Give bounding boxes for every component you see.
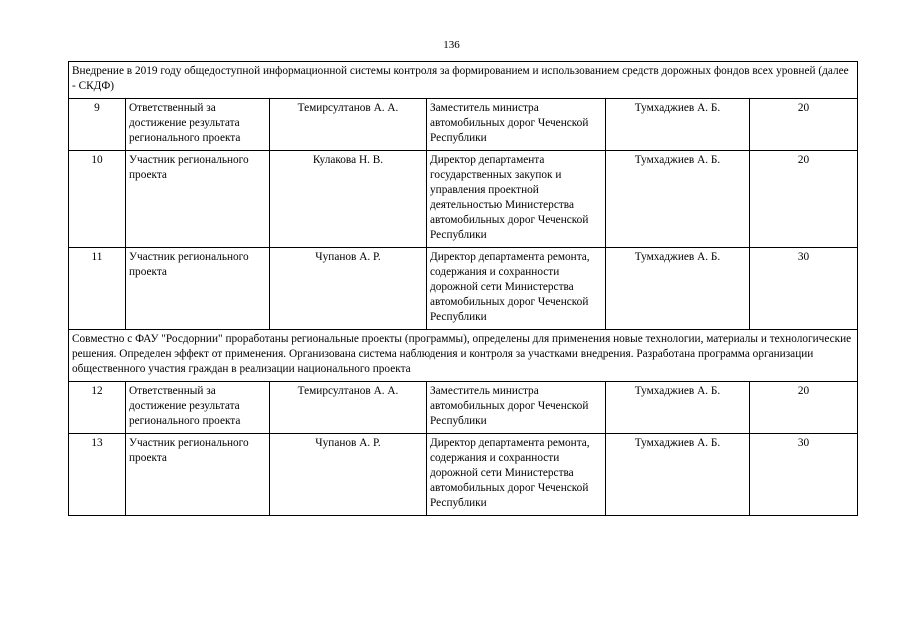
position-cell: Директор департамента ремонта, содержания и сохранности дорожной сети Министерства автомобильных дорог Чеченской Республики [427, 248, 606, 330]
name-cell: Темирсултанов А. А. [270, 382, 427, 434]
supervisor-cell: Тумхаджиев А. Б. [606, 248, 750, 330]
supervisor-cell: Тумхаджиев А. Б. [606, 99, 750, 151]
supervisor-cell: Тумхаджиев А. Б. [606, 151, 750, 248]
position-cell: Директор департамента государственных закупок и управления проектной деятельностью Министерства автомобильных дорог Чеченской Республики [427, 151, 606, 248]
percent-cell: 20 [750, 151, 858, 248]
row-number: 10 [69, 151, 126, 248]
percent-cell: 30 [750, 248, 858, 330]
name-cell: Кулакова Н. В. [270, 151, 427, 248]
section-heading: Совместно с ФАУ "Росдорнии" проработаны региональные проекты (программы), определены для применения новые технологии, материалы и технологические решения. Определен эффект от применения. Организована система наблюдения и контроля за участками внедрения. Разработана программа организации общественного участия граждан в реализации национального проекта [69, 330, 858, 382]
position-cell: Заместитель министра автомобильных дорог Чеченской Республики [427, 99, 606, 151]
section-heading-row [69, 62, 858, 99]
table-row [69, 382, 858, 434]
percent-cell: 30 [750, 434, 858, 516]
row-number: 11 [69, 248, 126, 330]
percent-cell: 20 [750, 99, 858, 151]
row-number: 12 [69, 382, 126, 434]
row-number: 13 [69, 434, 126, 516]
row-number: 9 [69, 99, 126, 151]
name-cell: Чупанов А. Р. [270, 248, 427, 330]
supervisor-cell: Тумхаджиев А. Б. [606, 434, 750, 516]
name-cell: Темирсултанов А. А. [270, 99, 427, 151]
table-row [69, 434, 858, 516]
name-cell: Чупанов А. Р. [270, 434, 427, 516]
role-cell: Ответственный за достижение результата регионального проекта [126, 382, 270, 434]
supervisor-cell: Тумхаджиев А. Б. [606, 382, 750, 434]
participants-table [68, 61, 858, 516]
role-cell: Ответственный за достижение результата регионального проекта [126, 99, 270, 151]
section-heading: Внедрение в 2019 году общедоступной информационной системы контроля за формированием и использованием средств дорожных фондов всех уровней (далее - СКДФ) [69, 62, 858, 99]
role-cell: Участник регионального проекта [126, 434, 270, 516]
section-heading-row [69, 330, 858, 382]
role-cell: Участник регионального проекта [126, 248, 270, 330]
table-row [69, 248, 858, 330]
page-number: 136 [443, 39, 460, 51]
table-row [69, 151, 858, 248]
position-cell: Директор департамента ремонта, содержания и сохранности дорожной сети Министерства автомобильных дорог Чеченской Республики [427, 434, 606, 516]
table-row [69, 99, 858, 151]
role-cell: Участник регионального проекта [126, 151, 270, 248]
percent-cell: 20 [750, 382, 858, 434]
position-cell: Заместитель министра автомобильных дорог Чеченской Республики [427, 382, 606, 434]
